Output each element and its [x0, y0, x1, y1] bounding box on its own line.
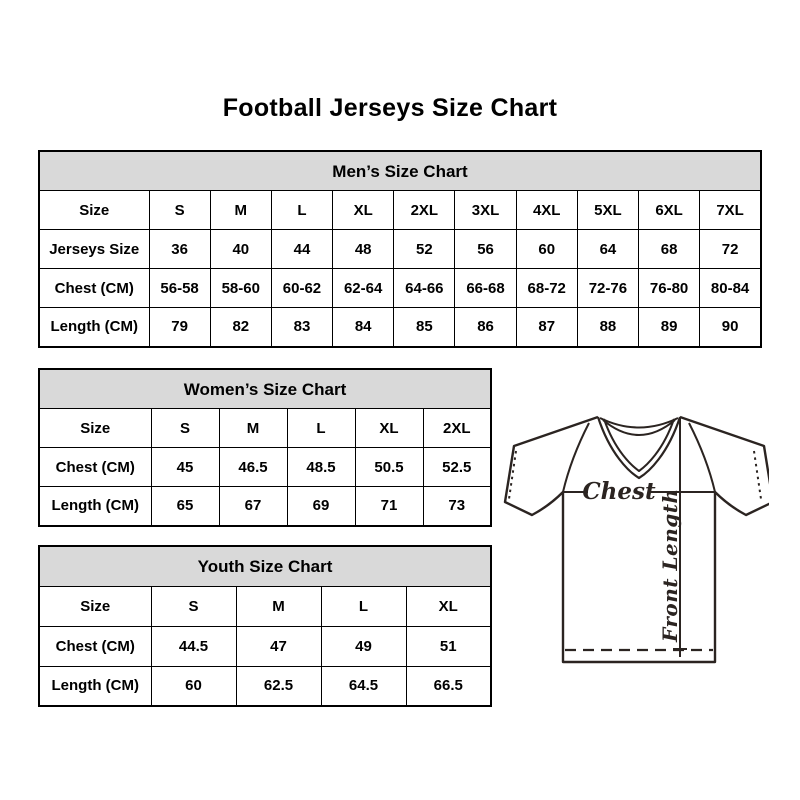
row-label: Jerseys Size [39, 230, 149, 269]
column-header: 2XL [394, 191, 455, 230]
size-value: 72-76 [577, 269, 638, 308]
youth-size-table [38, 545, 492, 707]
column-header: S [149, 191, 210, 230]
table-title-row [39, 546, 491, 586]
column-header-row [39, 586, 491, 626]
table-row [39, 308, 761, 347]
womens-size-table [38, 368, 492, 527]
row-label: Chest (CM) [39, 448, 151, 487]
row-label: Length (CM) [39, 666, 151, 706]
size-value: 58-60 [210, 269, 271, 308]
size-value: 56 [455, 230, 516, 269]
column-header: 5XL [577, 191, 638, 230]
size-value: 49 [321, 626, 406, 666]
row-label: Length (CM) [39, 487, 151, 526]
column-header: M [236, 586, 321, 626]
table-title: Youth Size Chart [39, 546, 491, 586]
page-title: Football Jerseys Size Chart [222, 94, 558, 122]
size-value: 51 [406, 626, 491, 666]
table-row [39, 626, 491, 666]
size-value: 82 [210, 308, 271, 347]
front-length-label: Front Length [658, 488, 682, 642]
chest-label: Chest [582, 478, 656, 505]
size-value: 86 [455, 308, 516, 347]
size-value: 64 [577, 230, 638, 269]
cuff-dotted-right [754, 451, 761, 499]
size-value: 48 [333, 230, 394, 269]
jersey-measurement-diagram [501, 410, 769, 674]
column-header: M [210, 191, 271, 230]
size-value: 67 [219, 487, 287, 526]
column-header: XL [333, 191, 394, 230]
column-header: L [321, 586, 406, 626]
size-value: 73 [423, 487, 491, 526]
column-header: L [287, 409, 355, 448]
row-label: Size [39, 191, 149, 230]
size-value: 90 [700, 308, 761, 347]
table-row [39, 487, 491, 526]
table-row [39, 230, 761, 269]
size-value: 68 [639, 230, 700, 269]
size-value: 69 [287, 487, 355, 526]
mens-size-table [38, 150, 762, 348]
column-header: XL [355, 409, 423, 448]
size-value: 62.5 [236, 666, 321, 706]
column-header: 2XL [423, 409, 491, 448]
sleeve-seam-right [689, 423, 715, 492]
size-value: 85 [394, 308, 455, 347]
size-value: 47 [236, 626, 321, 666]
size-value: 62-64 [333, 269, 394, 308]
size-value: 66.5 [406, 666, 491, 706]
column-header: S [151, 586, 236, 626]
column-header: 3XL [455, 191, 516, 230]
size-value: 84 [333, 308, 394, 347]
table-title-row [39, 369, 491, 409]
size-value: 72 [700, 230, 761, 269]
column-header: XL [406, 586, 491, 626]
size-value: 83 [271, 308, 332, 347]
table-title-row [39, 151, 761, 191]
size-value: 56-58 [149, 269, 210, 308]
column-header: 4XL [516, 191, 577, 230]
table-title: Men’s Size Chart [39, 151, 761, 191]
size-value: 76-80 [639, 269, 700, 308]
jersey-outline [505, 417, 769, 662]
size-value: 71 [355, 487, 423, 526]
size-value: 45 [151, 448, 219, 487]
column-header: 6XL [639, 191, 700, 230]
table-row [39, 448, 491, 487]
size-value: 80-84 [700, 269, 761, 308]
size-value: 64-66 [394, 269, 455, 308]
size-value: 48.5 [287, 448, 355, 487]
size-value: 44 [271, 230, 332, 269]
size-value: 89 [639, 308, 700, 347]
size-value: 68-72 [516, 269, 577, 308]
column-header: 7XL [700, 191, 761, 230]
jersey-diagram-svg [501, 410, 769, 674]
size-value: 52 [394, 230, 455, 269]
row-label: Size [39, 409, 151, 448]
row-label: Length (CM) [39, 308, 149, 347]
size-value: 60-62 [271, 269, 332, 308]
size-value: 52.5 [423, 448, 491, 487]
column-header-row [39, 191, 761, 230]
column-header: L [271, 191, 332, 230]
size-value: 60 [151, 666, 236, 706]
table-row [39, 666, 491, 706]
size-value: 87 [516, 308, 577, 347]
size-value: 44.5 [151, 626, 236, 666]
size-value: 46.5 [219, 448, 287, 487]
size-value: 79 [149, 308, 210, 347]
size-value: 65 [151, 487, 219, 526]
column-header: S [151, 409, 219, 448]
size-value: 60 [516, 230, 577, 269]
size-value: 88 [577, 308, 638, 347]
size-value: 40 [210, 230, 271, 269]
column-header: M [219, 409, 287, 448]
table-title: Women’s Size Chart [39, 369, 491, 409]
size-value: 66-68 [455, 269, 516, 308]
row-label: Size [39, 586, 151, 626]
table-row [39, 269, 761, 308]
column-header-row [39, 409, 491, 448]
row-label: Chest (CM) [39, 626, 151, 666]
row-label: Chest (CM) [39, 269, 149, 308]
size-value: 36 [149, 230, 210, 269]
size-value: 50.5 [355, 448, 423, 487]
size-value: 64.5 [321, 666, 406, 706]
